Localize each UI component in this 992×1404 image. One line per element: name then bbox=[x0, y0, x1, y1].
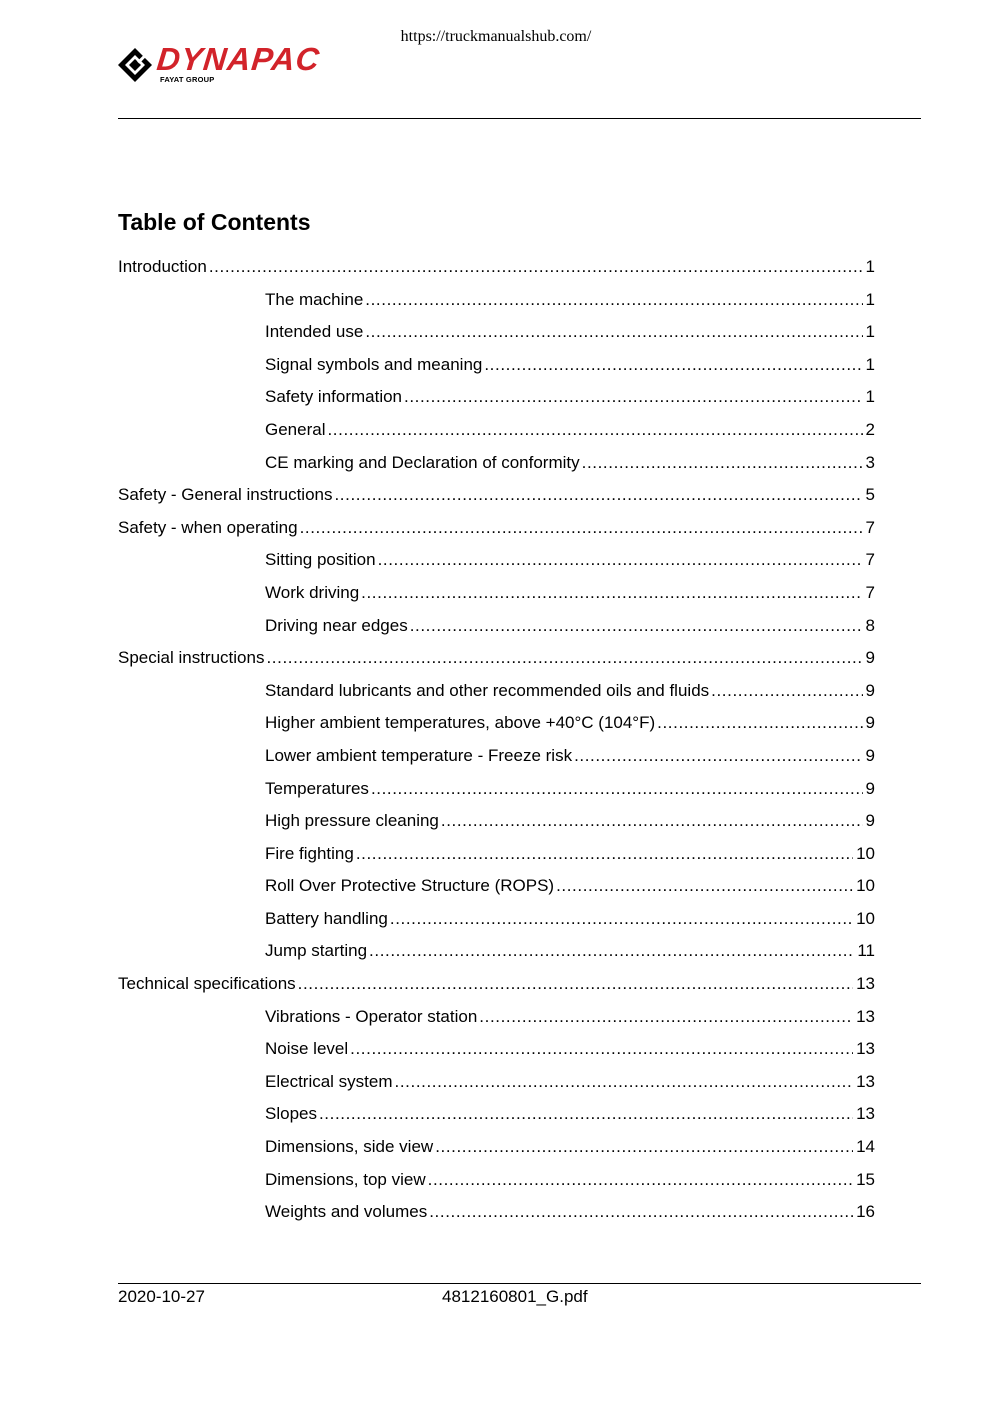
toc-entry-label: Slopes bbox=[265, 1104, 317, 1124]
toc-dot-leader bbox=[404, 381, 863, 413]
toc-entry-label: Dimensions, top view bbox=[265, 1169, 426, 1189]
toc-entry-label: Dimensions, side view bbox=[265, 1137, 434, 1157]
toc-dot-leader bbox=[657, 707, 862, 739]
toc-entry-label: Driving near edges bbox=[265, 615, 408, 635]
toc-dot-leader bbox=[711, 675, 862, 707]
toc-entry[interactable] bbox=[118, 1131, 875, 1164]
toc-entry[interactable] bbox=[118, 675, 875, 708]
toc-entry-page: 2 bbox=[865, 419, 875, 439]
toc-entry-page: 16 bbox=[856, 1202, 875, 1222]
toc-entry-label: Electrical system bbox=[265, 1071, 393, 1091]
logo-subtitle: FAYAT GROUP bbox=[160, 75, 215, 84]
toc-entry[interactable] bbox=[118, 316, 875, 349]
toc-entry-page: 5 bbox=[865, 485, 875, 505]
toc-entry-page: 7 bbox=[865, 517, 875, 537]
source-url[interactable]: https://truckmanualshub.com/ bbox=[400, 28, 592, 45]
footer-date: 2020-10-27 bbox=[118, 1287, 205, 1306]
toc-entry-page: 9 bbox=[865, 778, 875, 798]
toc-dot-leader bbox=[266, 642, 862, 674]
toc-entry-page: 7 bbox=[865, 582, 875, 602]
toc-entry-label: Sitting position bbox=[265, 550, 376, 570]
toc-entry[interactable] bbox=[118, 838, 875, 871]
toc-entry-page: 13 bbox=[856, 974, 875, 994]
toc-entry-label: Technical specifications bbox=[118, 974, 296, 994]
toc-entry-page: 10 bbox=[856, 908, 875, 928]
toc-dot-leader bbox=[484, 349, 862, 381]
toc-entry[interactable] bbox=[118, 479, 875, 512]
toc-dot-leader bbox=[556, 870, 853, 902]
toc-entry-page: 10 bbox=[856, 843, 875, 863]
toc-dot-leader bbox=[369, 935, 854, 967]
toc-dot-leader bbox=[334, 479, 862, 511]
toc-dot-leader bbox=[209, 251, 863, 283]
toc-entry-page: 9 bbox=[865, 713, 875, 733]
toc-entry-label: Introduction bbox=[118, 257, 207, 276]
toc-entry-label: High pressure cleaning bbox=[265, 811, 439, 831]
toc-entry-page: 7 bbox=[865, 550, 875, 570]
toc-entry-label: Special instructions bbox=[118, 648, 265, 668]
toc-entry[interactable] bbox=[118, 805, 875, 838]
toc-entry[interactable] bbox=[118, 707, 875, 740]
toc-dot-leader bbox=[319, 1098, 853, 1130]
toc-dot-leader bbox=[428, 1164, 853, 1196]
toc-entry[interactable] bbox=[118, 935, 875, 968]
toc-entry[interactable] bbox=[118, 544, 875, 577]
toc-entry[interactable] bbox=[118, 903, 875, 936]
toc-entry[interactable] bbox=[118, 773, 875, 806]
toc-entry[interactable] bbox=[118, 577, 875, 610]
toc-entry-label: Noise level bbox=[265, 1039, 349, 1059]
toc-entry[interactable] bbox=[118, 512, 875, 545]
toc-entry[interactable] bbox=[118, 349, 875, 382]
toc-dot-leader bbox=[479, 1001, 853, 1033]
toc-entry[interactable] bbox=[118, 642, 875, 675]
footer-filename: 4812160801_G.pdf bbox=[442, 1287, 588, 1306]
toc-entry-label: Weights and volumes bbox=[265, 1202, 428, 1222]
toc-entry[interactable] bbox=[118, 414, 875, 447]
toc-entry-page: 13 bbox=[856, 1006, 875, 1026]
toc-entry[interactable] bbox=[118, 381, 875, 414]
toc-entry-label: Safety information bbox=[265, 387, 403, 407]
page-title: Table of Contents bbox=[118, 209, 311, 235]
toc-entry[interactable] bbox=[118, 740, 875, 773]
toc-dot-leader bbox=[371, 773, 863, 805]
toc-entry-page: 13 bbox=[856, 1039, 875, 1059]
toc-entry-page: 9 bbox=[865, 680, 875, 700]
toc-entry[interactable] bbox=[118, 447, 875, 480]
toc-entry[interactable] bbox=[118, 1066, 875, 1099]
toc-entry-label: Safety - General instructions bbox=[118, 485, 333, 505]
toc-entry-page: 9 bbox=[865, 648, 875, 668]
table-of-contents bbox=[118, 251, 875, 1229]
toc-entry[interactable] bbox=[118, 870, 875, 903]
toc-entry-label: Higher ambient temperatures, above +40°C (104°F) bbox=[265, 713, 656, 733]
toc-entry-page: 1 bbox=[865, 387, 875, 407]
toc-entry-page: 9 bbox=[865, 811, 875, 831]
toc-entry[interactable] bbox=[118, 284, 875, 317]
toc-dot-leader bbox=[441, 805, 863, 837]
toc-entry-label: CE marking and Declaration of conformity bbox=[265, 452, 580, 472]
toc-entry[interactable] bbox=[118, 1164, 875, 1197]
toc-entry-page: 1 bbox=[865, 257, 875, 276]
toc-entry-page: 1 bbox=[865, 322, 875, 342]
toc-dot-leader bbox=[378, 544, 863, 576]
toc-entry-page: 13 bbox=[856, 1071, 875, 1091]
toc-dot-leader bbox=[395, 1066, 854, 1098]
toc-entry-label: Standard lubricants and other recommended oils and fluids bbox=[265, 680, 710, 700]
dynapac-diamond-icon bbox=[117, 47, 153, 83]
toc-entry-page: 1 bbox=[865, 354, 875, 374]
toc-entry[interactable] bbox=[118, 610, 875, 643]
toc-entry[interactable] bbox=[118, 1033, 875, 1066]
toc-entry-page: 11 bbox=[857, 941, 875, 961]
header-divider bbox=[118, 118, 921, 119]
toc-dot-leader bbox=[582, 447, 863, 479]
toc-entry-label: Intended use bbox=[265, 322, 364, 342]
toc-entry-page: 14 bbox=[856, 1137, 875, 1157]
toc-entry[interactable] bbox=[118, 1098, 875, 1131]
toc-entry[interactable] bbox=[118, 1001, 875, 1034]
toc-entry[interactable] bbox=[118, 1196, 875, 1229]
toc-dot-leader bbox=[410, 610, 863, 642]
toc-entry-page: 15 bbox=[856, 1169, 875, 1189]
toc-entry-label: Safety - when operating bbox=[118, 517, 298, 537]
footer-divider bbox=[118, 1283, 921, 1284]
toc-dot-leader bbox=[298, 968, 853, 1000]
logo-wordmark: DYNAPAC bbox=[155, 41, 322, 77]
toc-dot-leader bbox=[300, 512, 863, 544]
toc-dot-leader bbox=[365, 284, 862, 316]
toc-dot-leader bbox=[327, 414, 862, 446]
toc-entry-label: General bbox=[265, 419, 326, 439]
toc-entry-label: Lower ambient temperature - Freeze risk bbox=[265, 745, 573, 765]
toc-entry-page: 8 bbox=[865, 615, 875, 635]
toc-entry[interactable] bbox=[118, 968, 875, 1001]
toc-entry-page: 13 bbox=[856, 1104, 875, 1124]
toc-entry-label: Work driving bbox=[265, 582, 360, 602]
toc-entry-page: 1 bbox=[865, 289, 875, 309]
dynapac-logo bbox=[117, 41, 417, 89]
toc-dot-leader bbox=[365, 316, 862, 348]
toc-entry-label: Roll Over Protective Structure (ROPS) bbox=[265, 876, 555, 896]
toc-entry-page: 9 bbox=[865, 745, 875, 765]
toc-entry-page: 3 bbox=[865, 452, 875, 472]
toc-entry-label: Temperatures bbox=[265, 778, 369, 798]
toc-entry-label: The machine bbox=[265, 289, 364, 309]
toc-entry-label: Signal symbols and meaning bbox=[265, 354, 483, 374]
toc-dot-leader bbox=[574, 740, 862, 772]
toc-entry-page: 10 bbox=[856, 876, 875, 896]
toc-dot-leader bbox=[361, 577, 862, 609]
toc-dot-leader bbox=[435, 1131, 853, 1163]
toc-dot-leader bbox=[356, 838, 853, 870]
toc-entry-label: Battery handling bbox=[265, 908, 388, 928]
toc-entry-label: Jump starting bbox=[265, 941, 368, 961]
toc-dot-leader bbox=[390, 903, 853, 935]
toc-entry[interactable] bbox=[118, 251, 875, 284]
toc-dot-leader bbox=[350, 1033, 853, 1065]
toc-entry-label: Vibrations - Operator station bbox=[265, 1006, 478, 1026]
toc-dot-leader bbox=[429, 1196, 853, 1228]
toc-entry-label: Fire fighting bbox=[265, 843, 354, 863]
